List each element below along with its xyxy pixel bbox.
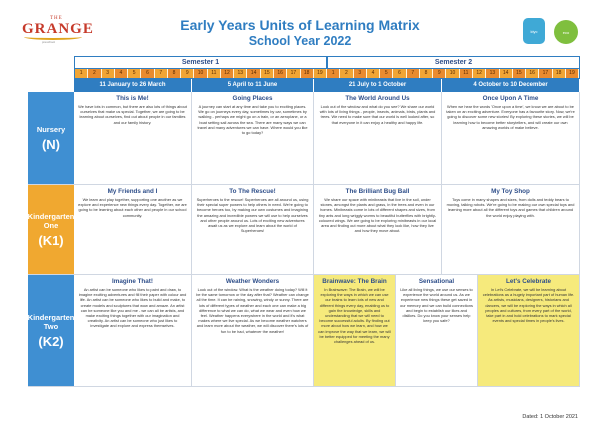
nursery-row [28,92,580,185]
week-number: 11 [208,69,221,78]
week-number: 14 [500,69,513,78]
week-number: 1 [327,69,340,78]
week-number: 13 [234,69,247,78]
learning-matrix [28,56,580,387]
semester-2-header: Semester 2 [327,56,580,68]
kindergarten-two-label: Kindergarten Two (K2) [28,275,74,386]
week-number: 1 [75,69,88,78]
week-number: 10 [446,69,459,78]
week-number: 5 [128,69,141,78]
week-number: 2 [340,69,353,78]
week-number: 9 [181,69,194,78]
week-number: 2 [88,69,101,78]
week-number: 7 [155,69,168,78]
unit-cell: To The Rescue! Superheroes to the rescue! Superheroes are all around us, using their special super powers to help others in need. We're going to become heroes too, by making our own costumes and imagining the amazing and incredible powers we will use to help ourselves and other people around us. Lots of exciting new adventures await us as we explore and learn about the world of Superheroes! [192,185,314,274]
semester-1-header: Semester 1 [74,56,327,68]
week-number: 17 [539,69,552,78]
week-number: 13 [486,69,499,78]
week-number: 3 [102,69,115,78]
unit-cell: Let's Celebrate In Let's Celebrate, we will be learning about celebrations as a hugely important part of human life. As artists, musicians, designers, historians and dancers, we will be exploring the ways in which all peoples and cultures, from every part of the world, take part in and hold celebrations to mark special events and special times in people's lives. [478,275,580,386]
week-number: 8 [420,69,433,78]
page-subtitle: School Year 2022 [248,34,352,48]
date-range-2: 5 April to 11 June [192,79,314,92]
logo-name: GRANGE [22,21,94,37]
dated-label: Dated: 1 October 2021 [522,414,578,420]
unit-cell: The World Around Us Look out of the window and what do you see? We share our world with lots of living things - people, insects, animals, birds, plants and trees. We need to make sure that our world is well looked after, so that everyone in it can enjoy a healthy and happy life. [314,92,442,184]
week-number: 15 [261,69,274,78]
unit-cell: Going Places A journey can start at any time and take you to exciting places. We go on journeys every day, sometimes by car, sometimes by walking - perhaps we might go on a train, or an aeroplane, or a boat setting sail across the sea. There are many ways we can travel and many adventures we can have. Where would you like to go today? [192,92,314,184]
week-number: 8 [168,69,181,78]
week-number: 11 [460,69,473,78]
unit-cell: This is Me! We have lots in common, but there are also lots of things about ourselves that make us special. Together, we are going to be learning about ourselves, find out about people in our families and our family history. [74,92,192,184]
logo-the: THE [50,16,63,21]
unit-cell: Brainwave: The Brain In Brainwave: The Brain, we will be exploring the ways in which we can use our brains to learn lots of new and different things every day, enabling us to gain the knowledge, skills and understanding that we will need to become successful adults. By finding out more about how we learn, and how we can improve the way that we learn, we will be better equipped for meeting the many challenges ahead of us. [314,275,396,386]
kindergarten-one-label: Kindergarten One (K1) [28,185,74,274]
logo-sub: preschool [42,40,56,44]
week-number: 4 [367,69,380,78]
unit-cell: Imagine That! An artist can be someone who likes to paint and draw, to imagine exciting adventures and fill their paper with colour and life. An artist can be someone who likes to build and make, to create models and sculptures that wow and amaze. An artist can be someone like you and me - we can all be artists, and make exciting things together with our imagination and creativity. An artist can be someone who just likes to investigate and explore and express themselves. [74,275,192,386]
week-number: 18 [301,69,314,78]
week-number: 15 [513,69,526,78]
week-number: 12 [473,69,486,78]
week-number: 6 [141,69,154,78]
week-number: 10 [194,69,207,78]
unit-cell: Once Upon A Time When we hear the words 'Once upon a time', we know we are about to be taken on an exciting adventure. Everyone has a favourite story. Now, we're going to discover some new stories! By exploring these stories, we will be learning how to become better storytellers, and will create our own amazing worlds of make believe. [442,92,580,184]
unit-cell: My Friends and I We learn and play together, supporting one another as we explore and experience new things every day. Together, we are going to be learning about each other and people in our school community. [74,185,192,274]
week-number: 7 [407,69,420,78]
page-title: Early Years Units of Learning Matrix [180,17,420,33]
week-number: 16 [526,69,539,78]
unit-cell: My Toy Shop Toys come in many shapes and sizes, from dolls and teddy bears to moving, talking robots. We're going to be making our own special toys and learning more about all the different toys and games that children around the world enjoy playing with. [442,185,580,274]
eco-badge-icon: eco [554,20,578,44]
unit-cell: Sensational Like all living things, we use our senses to experience the world around us. As we experience new things these get saved in our memory and we can build connections and begin to establish our likes and dislikes. Do you know your senses help keep you safe? [396,275,478,386]
kindergarten-one-row [28,185,580,275]
date-range-4: 4 October to 10 December [442,79,580,92]
week-number: 14 [247,69,260,78]
week-number: 4 [115,69,128,78]
week-number: 19 [314,69,327,78]
week-number: 18 [553,69,566,78]
ktyc-badge-icon: ktyc [523,18,545,44]
week-number: 9 [433,69,446,78]
week-number: 12 [221,69,234,78]
week-number: 3 [354,69,367,78]
week-number: 6 [393,69,406,78]
week-numbers [74,68,580,79]
week-number: 19 [566,69,579,78]
nursery-label: Nursery (N) [28,92,74,184]
week-number: 17 [287,69,300,78]
date-range-3: 21 July to 1 October [314,79,442,92]
kindergarten-two-row [28,275,580,387]
week-number: 5 [380,69,393,78]
date-range-1: 11 January to 26 March [74,79,192,92]
unit-cell: Weather Wonders Look out of the window. What is the weather doing today? Will it be the same tomorrow or the day after that? Weather can change all the time. It can be raining, snowing, windy or sunny. There are lots of different types of weather and each one can make a big difference to what we can do, what we wear and even how we feel. Weather happens everywhere in the world and it's what makes where we live special. As we become weather watchers and learn more about the weather, we will discover there's lots of fun to be had, whatever the weather! [192,275,314,386]
week-number: 16 [274,69,287,78]
unit-cell: The Brilliant Bug Ball We share our space with minibeasts that live in the soil, under stones, amongst the plants and grass, in the trees and even in our homes. Minibeasts come in lots of different shapes and sizes, from tiny ants and long wriggly worms to beautiful butterflies with brightly-coloured wings. We are going to be exploring minibeasts in our local area and finding out more about what they look like, how they live and how they move about. [314,185,442,274]
